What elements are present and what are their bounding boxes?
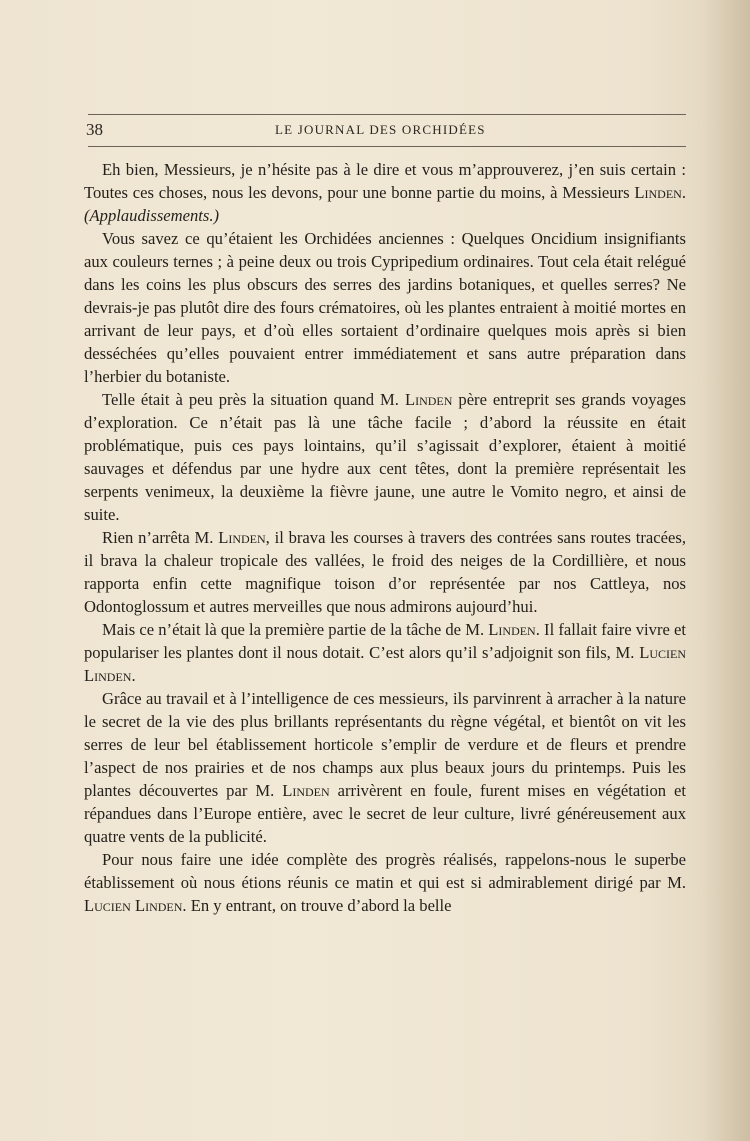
paragraph-4-text: Rien n’arrêta M. <box>102 528 219 547</box>
header-rule-bottom <box>88 146 686 147</box>
paragraph-6-text: Grâce au travail et à l’intelligence de ces messieurs, ils parvinrent à arracher à la nature le secret de la vie des plus brillants représentants du règne végétal, et bientôt on vit les serres de leur bel établissement horticole s’emplir de verdure et de fleurs et prendre l’aspect de nos prairies et de nos champs aux plus beaux jours du printemps. Puis les plantes découvertes par M. <box>84 689 686 800</box>
page-edge-shadow <box>702 0 750 1141</box>
paragraph-5 <box>84 618 686 687</box>
name-lucien-linden: Lucien Linden <box>84 896 183 915</box>
paragraph-3-text-after: père entreprit ses grands voyages d’exploration. Ce n’était pas là une tâche facile ; d’abord la réussite en était problématique, puis ces pays lointains, qu’il s’agissait d’explorer, étaient à moitié sauvages et défendus par une hydre aux cent têtes, dont la première représentait les serpents venimeux, la deuxième la fièvre jaune, une autre le Vomito negro, et ainsi de suite. <box>84 390 686 524</box>
name-linden: Linden <box>488 620 536 639</box>
paragraph-7 <box>84 848 686 917</box>
name-linden: Linden <box>218 528 266 547</box>
paragraph-5-text-middle: . Il fallait faire vivre et populariser les plantes dont il nous dotait. C’est alors qu’il s’adjoignit son fils, M. <box>84 620 686 662</box>
name-lucien-linden: Lucien Linden <box>84 643 686 685</box>
paragraph-6-text-after: arrivèrent en foule, furent mises en végétation et répandues dans l’Europe entière, avec le secret de leur culture, livré généreusement aux quatre vents de la publicité. <box>84 781 686 846</box>
paragraph-7-text-after: . En y entrant, on trouve d’abord la belle <box>182 896 452 915</box>
page-number: 38 <box>86 120 103 139</box>
paragraph-5-text-after: . <box>131 666 136 685</box>
paragraph-1-text-after: . <box>681 183 686 202</box>
running-title: LE JOURNAL DES ORCHIDÉES <box>275 122 486 137</box>
name-linden: Linden <box>404 390 453 409</box>
paragraph-1 <box>84 158 686 227</box>
paragraph-2 <box>84 227 686 388</box>
paragraph-1-text: Eh bien, Messieurs, je n’hésite pas à le dire et vous m’approuverez, j’en suis certain : Toutes ces choses, nous les devons, pour une bonne partie du moins, à Messieurs <box>84 160 686 202</box>
paragraph-6 <box>84 687 686 848</box>
paragraph-3 <box>84 388 686 526</box>
header-rule-top <box>88 114 686 115</box>
paragraph-4 <box>84 526 686 618</box>
paragraph-2-text: Vous savez ce qu’étaient les Orchidées anciennes : Quelques Oncidium insignifiants aux couleurs ternes ; à peine deux ou trois Cypripedium ordinaires. Tout cela était relégué dans les coins les plus obscurs des serres des jardins botaniques, et quelles serres? Ne devrais-je pas plutôt dire des fours crématoires, où les plantes entraient à moitié mortes en arrivant de leur pays, et d’où elles sortaient d’ordinaire quelques mois après si bien desséchées qu’elles pouvaient entrer immédiatement et sans autre préparation dans l’herbier du botaniste. <box>84 229 686 386</box>
body-text <box>84 158 686 917</box>
paragraph-5-text: Mais ce n’était là que la première partie de la tâche de M. <box>102 620 489 639</box>
applause-note: (Applaudissements.) <box>84 206 220 225</box>
paragraph-7-text: Pour nous faire une idée complète des progrès réalisés, rappelons-nous le superbe établissement où nous étions réunis ce matin et qui est si admirablement dirigé par M. <box>84 850 686 892</box>
name-linden: Linden <box>634 183 682 202</box>
name-linden: Linden <box>282 781 330 800</box>
paragraph-4-text-after: , il brava les courses à travers des contrées sans routes tracées, il brava la chaleur tropicale des vallées, le froid des neiges de la Cordillière, et nous rapporta enfin cette magnifique toison d’or représentée par nos Cattleya, nos Odontoglossum et autres merveilles que nous admirons aujourd’hui. <box>84 528 686 616</box>
paragraph-3-text: Telle était à peu près la situation quand M. <box>102 390 405 409</box>
